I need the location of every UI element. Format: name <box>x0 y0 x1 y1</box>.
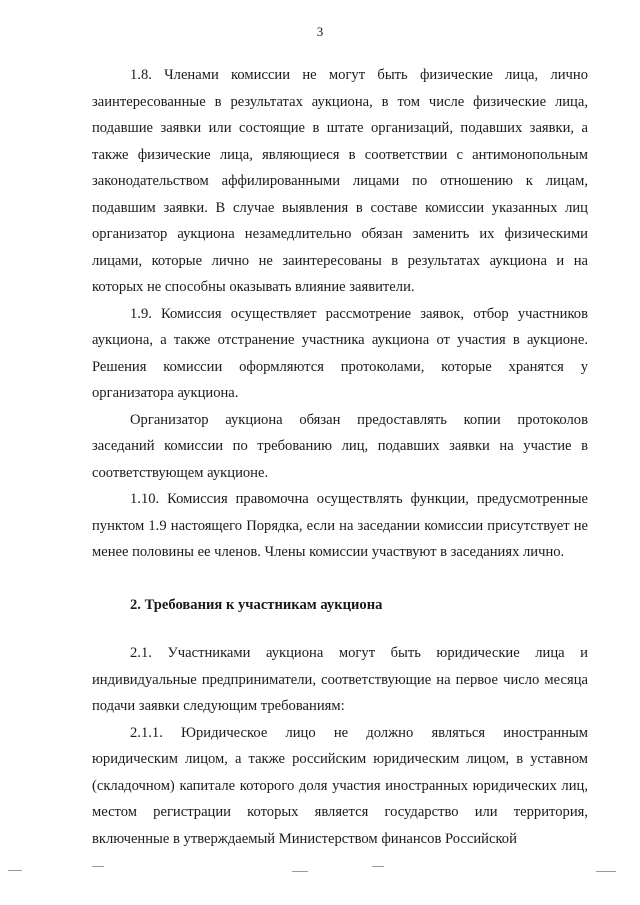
paragraph-2-1-1: 2.1.1. Юридическое лицо не должно являться иностранным юридическим лицом, а также российским юридическим лицом, в уставном (складочном) капитале которого доля участия иностранных юридических лиц, местом регистрации которых является государство или территория, включенные в утверждаемый Министерством финансов Российской <box>92 724 588 847</box>
scan-mark <box>596 871 616 872</box>
paragraph-organizer: Организатор аукциона обязан предоставлять копии протоколов заседаний комиссии по требованию лиц, подавших заявки на участие в соответствующем аукционе. <box>92 411 588 481</box>
paragraph-2-1: 2.1. Участниками аукциона могут быть юридические лица и индивидуальные предприниматели, соответствующие на первое число месяца подачи заявки следующим требованиям: <box>92 645 588 714</box>
section-heading: 2. Требования к участникам аукциона <box>130 596 383 613</box>
scan-mark <box>92 866 104 867</box>
scan-mark <box>8 870 22 871</box>
paragraph-1-9: 1.9. Комиссия осуществляет рассмотрение заявок, отбор участников аукциона, а также отстранение участника аукциона от участия в аукционе. Решения комиссии оформляются протоколами, которые хранятся у организатора аукциона. <box>92 305 588 401</box>
paragraph-1-10: 1.10. Комиссия правомочна осуществлять функции, предусмотренные пунктом 1.9 настоящего Порядка, если на заседании комиссии присутствует не менее половины ее членов. Члены комиссии участвуют в заседаниях лично. <box>92 491 588 560</box>
document-body <box>92 62 588 852</box>
scan-mark <box>372 866 384 867</box>
scan-artifacts <box>0 866 640 876</box>
page-number: 3 <box>316 24 324 39</box>
paragraph-1-8: 1.8. Членами комиссии не могут быть физические лица, лично заинтересованные в результатах аукциона, в том числе физические лица, подавшие заявки или состоящие в штате организаций, подавших заявки, а также физические лица, являющиеся в соответствии с антимонопольным законодательством аффилированными лицами по отношению к лицам, подавшим заявки. В случае выявления в составе комиссии указанных лиц организатор аукциона незамедлительно обязан заменить их физическими лицами, которые лично не заинтересованы в результатах аукциона и на которых не способны оказывать влияние заявители. <box>92 67 588 295</box>
scan-mark <box>292 871 308 872</box>
